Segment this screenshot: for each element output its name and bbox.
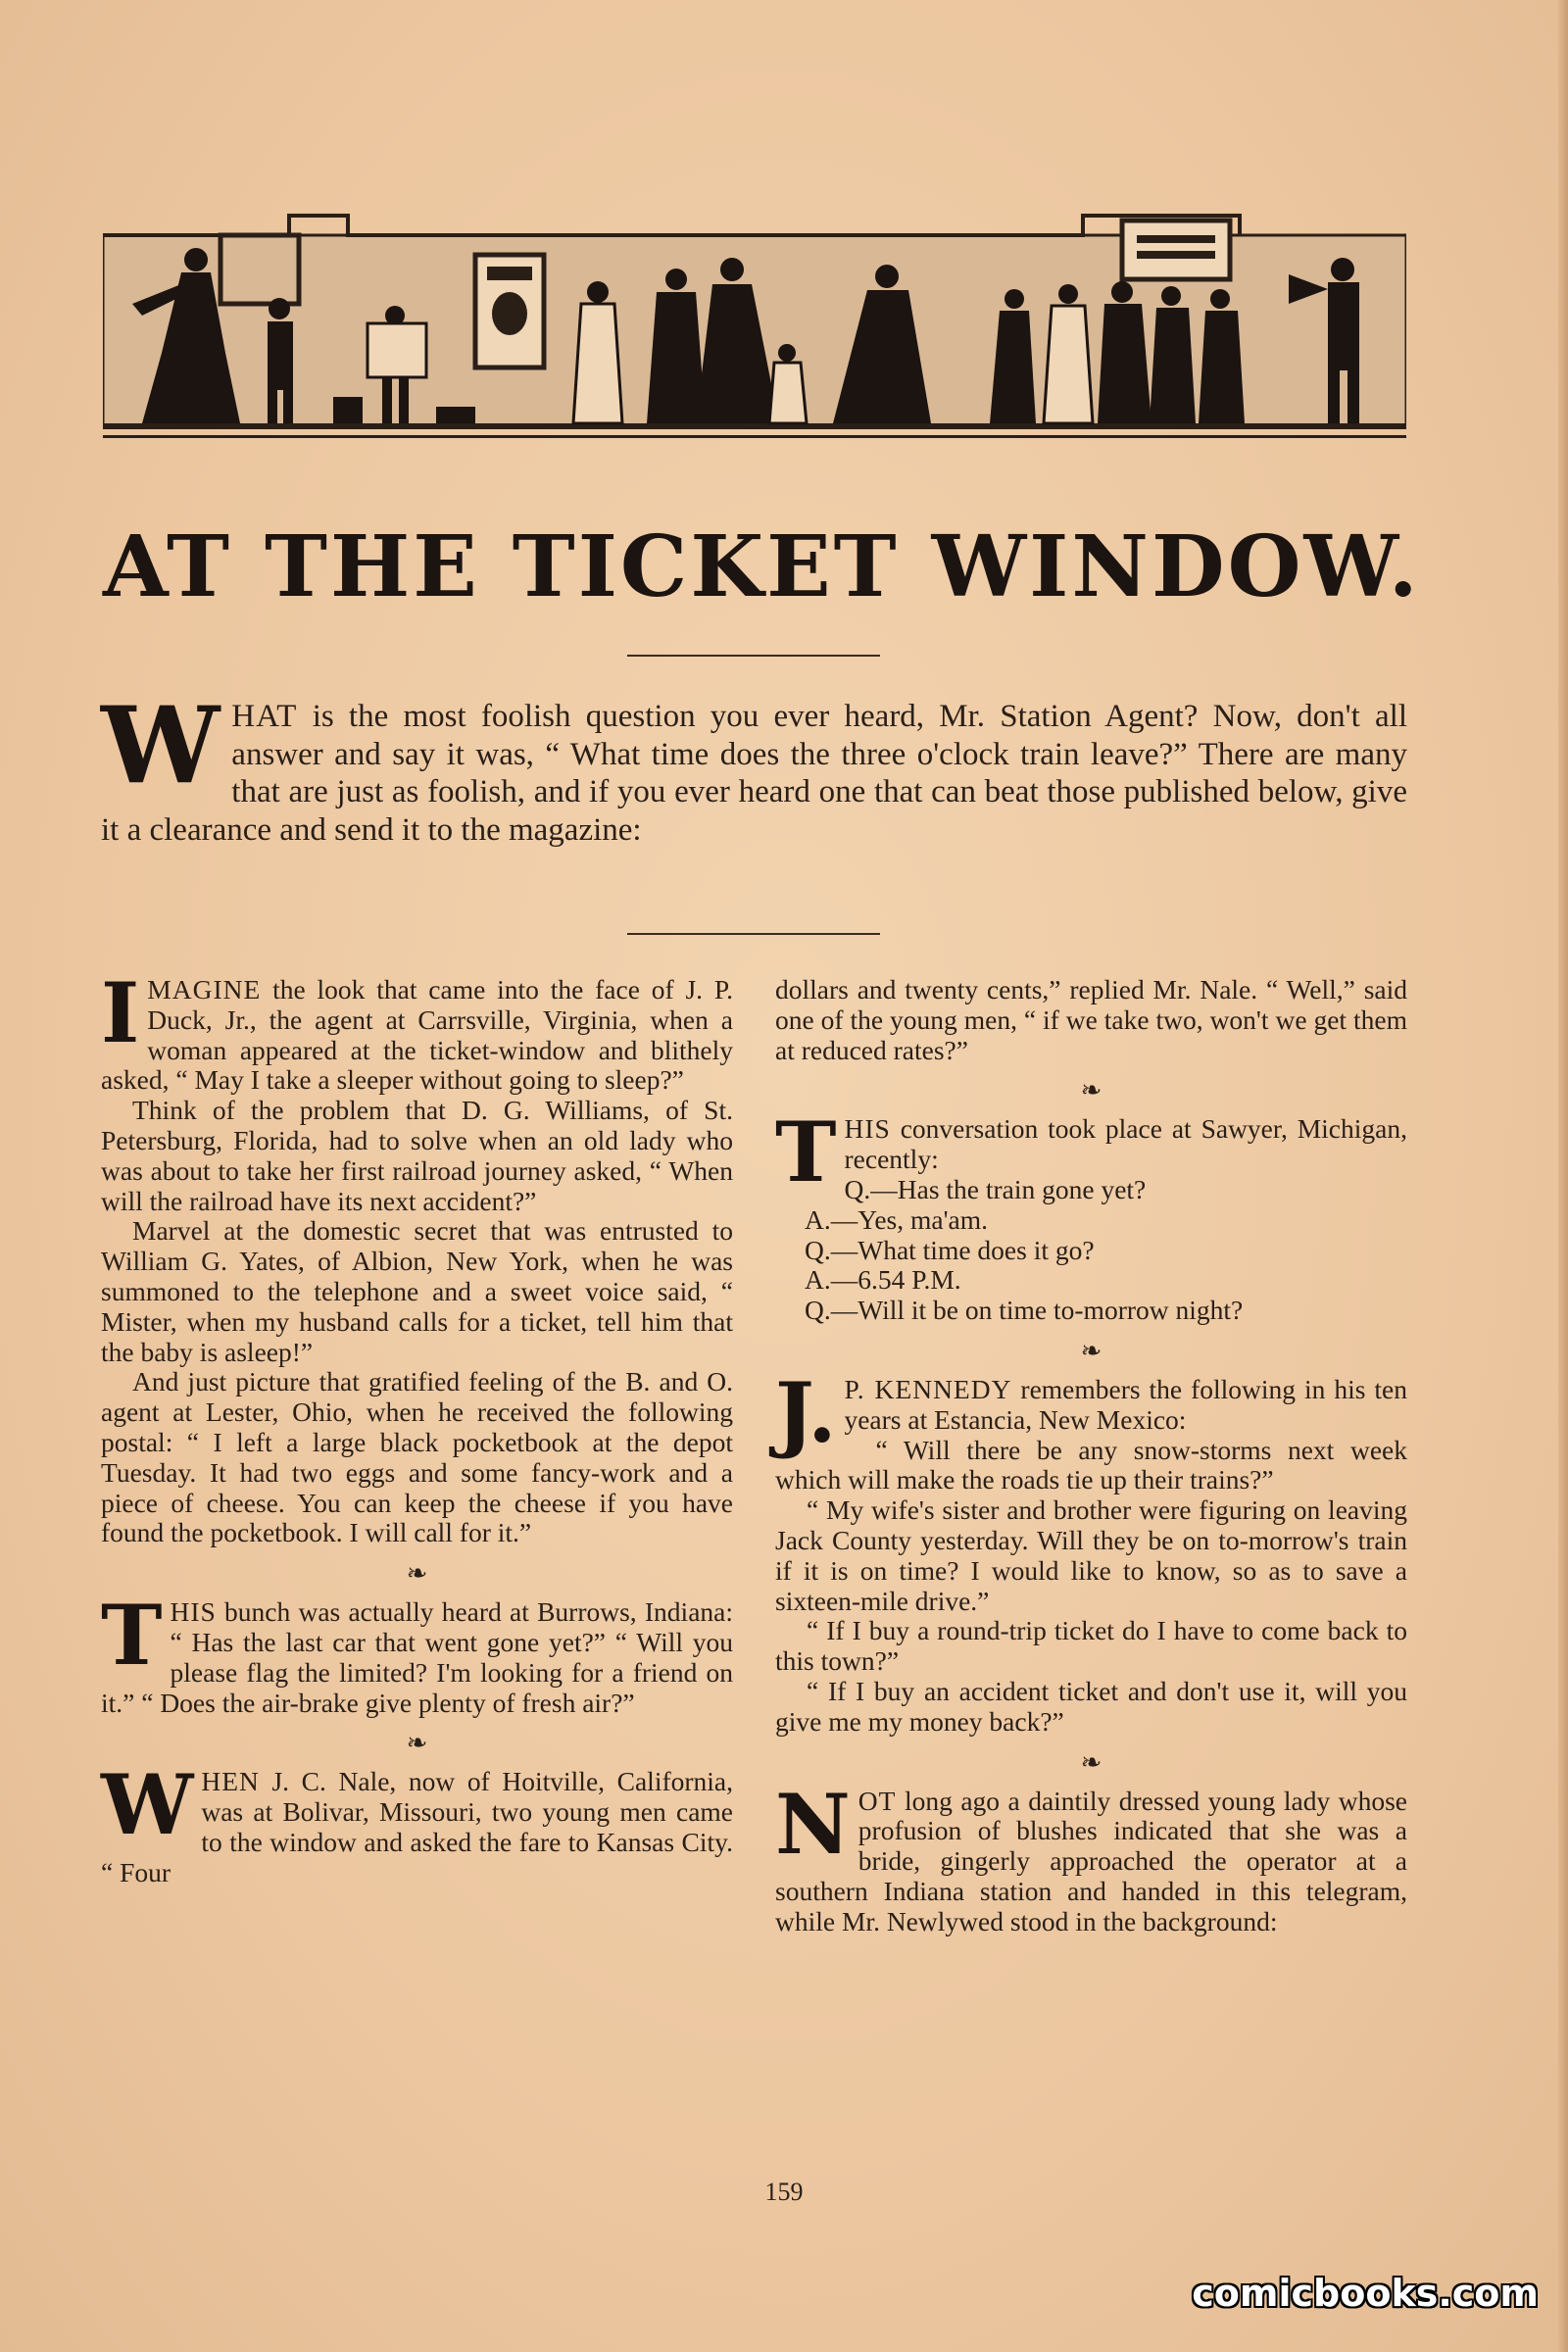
paragraph: “ Will there be any snow-storms next week which will make the roads tie up their trains?” bbox=[775, 1434, 1407, 1495]
title-divider bbox=[627, 655, 880, 657]
ornament-icon: ❧ bbox=[1080, 1747, 1102, 1777]
qa-line: Q.—Has the train gone yet? bbox=[844, 1173, 1147, 1204]
article-title: AT THE TICKET WINDOW. bbox=[103, 517, 1421, 616]
drop-cap: T bbox=[101, 1587, 163, 1685]
paragraph: “ If I buy an accident ticket and don't use it, will you give me my money back?” bbox=[775, 1675, 1407, 1737]
intro-divider bbox=[627, 933, 880, 935]
qa-line: A.—6.54 P.M. bbox=[805, 1264, 961, 1296]
paragraph: THIS bunch was actually heard at Burrows, Indiana: “ Has the last car that went gone yet?” “ Will you please flag the limited? I'm looking for a friend on it.” “ Does the air-brake give plenty of fresh air?” bbox=[101, 1587, 733, 1718]
qa-line: A.—Yes, ma'am. bbox=[805, 1203, 989, 1235]
paragraph: IMAGINE the look that came into the face of J. P. Duck, Jr., the agent at Carrsville, Virginia, when a woman appeared at the ticket-window and blithely asked, “ May I take a sleeper without going to sleep?” bbox=[101, 964, 733, 1096]
site-watermark: comicbooks.com bbox=[1192, 2272, 1539, 2315]
paragraph: NOT long ago a daintily dressed young lady whose profusion of blushes indicated that she was a bride, gingerly approached the operator at a southern Indiana station and handed in this telegram, while Mr. Newlywed stood in the background: bbox=[775, 1775, 1407, 1936]
paragraph: WHEN J. C. Nale, now of Hoitville, California, was at Bolivar, Missouri, two young men came to the window and asked the fare to Kansas City. “ Four bbox=[101, 1756, 733, 1887]
ornament-icon: ❧ bbox=[406, 1729, 428, 1758]
drop-cap: W bbox=[101, 684, 220, 808]
paragraph: Marvel at the domestic secret that was entrusted to William G. Yates, of Albion, New York, when he was summoned to the telephone and a sweet voice said, “ Mister, when my husband calls for a ticket, tell him that the baby is asleep!” bbox=[101, 1215, 733, 1367]
right-column bbox=[775, 975, 1407, 1937]
paragraph: J. P. KENNEDY remembers the following in his ten years at Estancia, New Mexico: bbox=[775, 1363, 1408, 1461]
qa-line: Q.—What time does it go? bbox=[805, 1234, 1095, 1265]
drop-cap: J. bbox=[775, 1363, 837, 1461]
page-number: 159 bbox=[764, 2178, 804, 2206]
paragraph: “ If I buy a round-trip ticket do I have to come back to this town?” bbox=[775, 1615, 1407, 1677]
paragraph: THIS conversation took place at Sawyer, Michigan, recently: bbox=[775, 1103, 1407, 1201]
drop-cap: I bbox=[101, 964, 140, 1061]
ornament-icon: ❧ bbox=[406, 1559, 428, 1589]
drop-cap: T bbox=[775, 1103, 837, 1201]
qa-list bbox=[775, 1175, 1407, 1326]
paragraph: Think of the problem that D. G. Williams, of St. Petersburg, Florida, had to solve when an old lady who was about to take her first railroad journey asked, “ When will the railroad have its next accident?” bbox=[101, 1095, 733, 1216]
left-column bbox=[101, 964, 733, 1888]
page-edge bbox=[1558, 0, 1568, 2352]
drop-cap: N bbox=[775, 1775, 851, 1873]
ornament-icon: ❧ bbox=[1080, 1076, 1102, 1105]
intro-paragraph: WHAT is the most foolish question you ever heard, Mr. Station Agent? Now, don't all answer and say it was, “ What time does the three o'clock train leave?” There are many that are just as foolish, and if you ever heard one that can beat those published below, give it a clearance and send it to the magazine: bbox=[101, 684, 1407, 848]
railway-station-illustration bbox=[103, 206, 1406, 451]
paragraph: dollars and twenty cents,” replied Mr. Nale. “ Well,” said one of the young men, “ if we take two, won't we get them at reduced rates?” bbox=[775, 974, 1407, 1065]
ornament-icon: ❧ bbox=[1080, 1336, 1102, 1365]
drop-cap: W bbox=[101, 1756, 194, 1854]
qa-line: Q.—Will it be on time to-morrow night? bbox=[805, 1295, 1244, 1326]
paragraph: “ My wife's sister and brother were figuring on leaving Jack County yesterday. Will they be on to-morrow's train if it is on time? I would like to know, so as to save a sixteen-mile drive.” bbox=[775, 1494, 1407, 1616]
paragraph: And just picture that gratified feeling of the B. and O. agent at Lester, Ohio, when he received the following postal: “ I left a large black pocketbook at the depot Tuesday. It had two eggs and some fancy-work and a piece of cheese. You can keep the cheese if you have found the pocketbook. I will call for it.” bbox=[101, 1366, 733, 1548]
